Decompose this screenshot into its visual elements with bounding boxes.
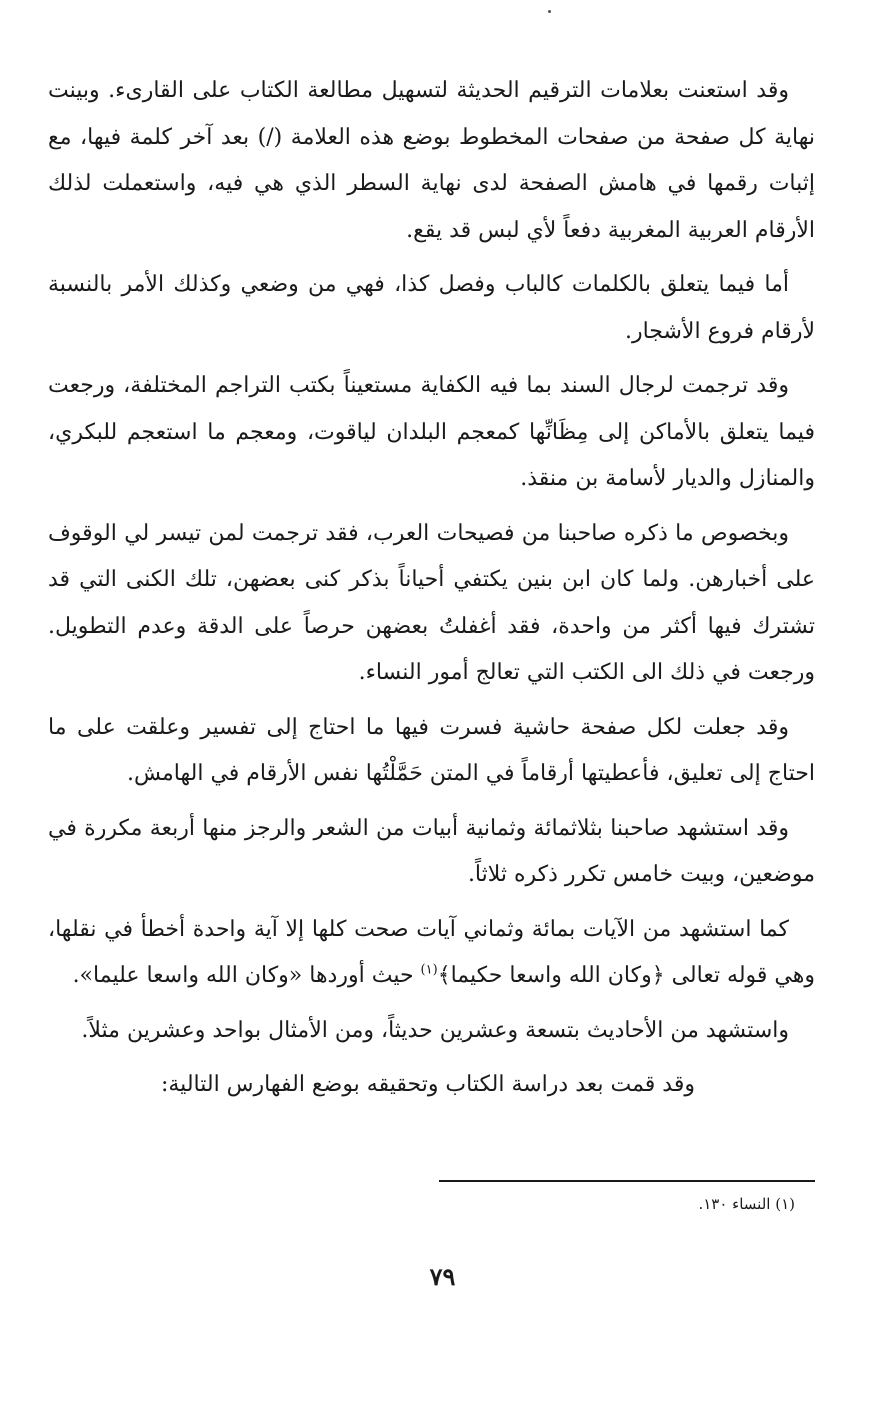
footnote: (١) النساء ١٣٠. [698,1195,795,1213]
body-text [48,68,815,1117]
paragraph-annotations: وقد جعلت لكل صفحة حاشية فسرت فيها ما احتاج إلى تفسير وعلقت على ما احتاج إلى تعليق، فأعطيتها أرقاماً في المتن حَمَّلْتُها نفس الأرقام في الهامش. [48,714,815,786]
paragraph-eloquent-women: وبخصوص ما ذكره صاحبنا من فصيحات العرب، فقد ترجمت لمن تيسر لي الوقوف على أخبارهن. ولما كان ابن بنين يكتفي أحياناً بذكر كنى بعضهن، تلك الكنى التي قد تشترك فيها أكثر من واحدة، فقد أغفلتُ بعضهن حرصاً على الدقة وعدم التطويل. ورجعت في ذلك الى الكتب التي تعالج أمور النساء. [48,520,815,685]
paragraph-indexes-intro: وقد قمت بعد دراسة الكتاب وتحقيقه بوضع الفهارس التالية: [160,1072,695,1097]
paragraph-punctuation-method: وقد استعنت بعلامات الترقيم الحديثة لتسهيل مطالعة الكتاب على القارىء. وبينت نهاية كل صفحة من صفحات المخطوط بوضع هذه العلامة (/) بعد آخر كلمة فيها، مع إثبات رقمها في هامش الصفحة لدى نهاية السطر الذي هي فيه، واستعملت لذلك الأرقام العربية المغربية دفعاً لأي لبس قد يقع. [48,78,815,243]
footnote-divider [439,1180,815,1182]
paragraph-hadith-count: واستشهد من الأحاديث بتسعة وعشرين حديثاً، ومن الأمثال بواحد وعشرين مثلاً. [81,1017,789,1043]
paragraph-poetry-count: وقد استشهد صاحبنا بثلاثمائة وثمانية أبيات من الشعر والرجز منها أربعة مكررة في موضعين، وبيت خامس تكرر ذكره ثلاثاً. [48,815,815,887]
page-number: ٧٩ [429,1262,456,1291]
footnote-reference: (١) [420,962,438,978]
paragraph-biographies: وقد ترجمت لرجال السند بما فيه الكفاية مستعيناً بكتب التراجم المختلفة، ورجعت فيما يتعلق بالأماكن إلى مِظَانِّها كمعجم البلدان لياقوت، ومعجم ما استعجم للبكري، والمنازل والديار لأسامة بن منقذ. [48,373,815,491]
paragraph-chapter-labels: أما فيما يتعلق بالكلمات كالباب وفصل كذا، فهي من وضعي وكذلك الأمر بالنسبة لأرقام فروع الأشجار. [48,272,815,344]
quran-text-before: كما استشهد من الآيات بمائة وثماني آيات صحت كلها إلا آية واحدة أخطأ في نقلها، وهي قوله تعالى ﴿وكان الله واسعا حكيما﴾ [48,916,815,988]
scan-speck [548,10,551,13]
quran-text-after: حيث أوردها «وكان الله واسعا عليما». [72,963,421,988]
paragraph-quran-verses [48,907,815,1000]
